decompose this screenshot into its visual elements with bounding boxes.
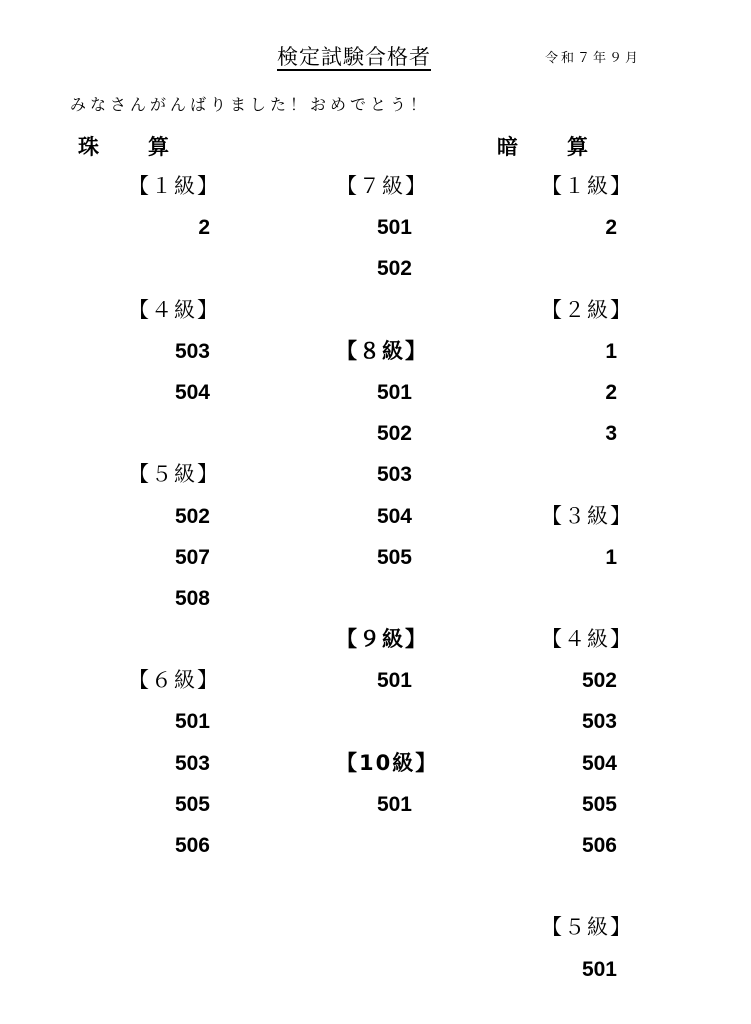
spacer xyxy=(336,290,432,331)
spacer xyxy=(541,454,637,495)
grade-heading: 【５級】 xyxy=(128,462,220,487)
passer-number: 502 xyxy=(174,504,210,528)
passer-number: 501 xyxy=(376,216,412,240)
document-title: 検定試験合格者 xyxy=(277,45,431,69)
passer-number: 503 xyxy=(174,339,210,363)
grade-heading: 【３級】 xyxy=(541,503,633,528)
passer-number: 501 xyxy=(376,792,412,816)
passer-number: 507 xyxy=(174,545,210,569)
passer-number: 3 xyxy=(605,422,617,446)
passer-number: 506 xyxy=(581,834,617,857)
grade-heading: 【10級】 xyxy=(336,750,439,775)
passer-number: 1 xyxy=(605,545,617,569)
issue-date: 令和７年９月 xyxy=(545,51,642,66)
passer-number: 505 xyxy=(581,792,617,816)
soroban-list-right xyxy=(336,166,439,825)
grade-heading: 【２級】 xyxy=(541,297,633,322)
passer-number: 501 xyxy=(174,710,210,734)
passer-number: 501 xyxy=(581,957,617,981)
anzan-heading: 暗 算 xyxy=(497,135,602,159)
spacer xyxy=(128,248,224,289)
passer-number: 2 xyxy=(605,380,617,404)
spacer xyxy=(128,619,224,660)
passer-number: 506 xyxy=(174,834,210,857)
passer-number: 1 xyxy=(605,339,617,363)
soroban-heading: 珠 算 xyxy=(78,135,183,159)
passer-number: 504 xyxy=(376,504,412,528)
grade-heading: 【６級】 xyxy=(128,668,220,693)
spacer xyxy=(128,413,224,454)
passer-number: 504 xyxy=(174,380,210,404)
grade-heading: 【１級】 xyxy=(541,174,633,198)
passer-number: 502 xyxy=(376,257,412,281)
grade-heading: 【７級】 xyxy=(336,174,428,198)
passer-number: 503 xyxy=(581,710,617,734)
spacer xyxy=(541,578,637,619)
grade-heading: 【４級】 xyxy=(128,297,220,322)
spacer xyxy=(336,578,432,619)
grade-heading: 【４級】 xyxy=(541,627,633,652)
grade-heading: 【１級】 xyxy=(128,174,220,198)
grade-heading: 【８級】 xyxy=(336,338,428,363)
soroban-list-left xyxy=(128,166,224,866)
passer-number: 505 xyxy=(376,545,412,569)
greeting-message: みなさんがんばりました！おめでとう！ xyxy=(70,95,431,114)
spacer xyxy=(541,866,637,907)
passer-number: 504 xyxy=(581,751,617,775)
grade-heading: 【５級】 xyxy=(541,915,633,940)
passer-number: 503 xyxy=(376,463,412,487)
passer-number: 501 xyxy=(376,380,412,404)
passer-number: 502 xyxy=(581,669,617,693)
anzan-list xyxy=(541,166,637,990)
grade-heading: 【９級】 xyxy=(336,627,428,652)
passer-number: 2 xyxy=(605,216,617,240)
spacer xyxy=(541,248,637,289)
passer-number: 508 xyxy=(174,586,210,610)
passer-number: 502 xyxy=(376,422,412,446)
passer-number: 2 xyxy=(198,216,210,240)
passer-number: 503 xyxy=(174,751,210,775)
spacer xyxy=(336,701,432,742)
passer-number: 505 xyxy=(174,792,210,816)
passer-number: 501 xyxy=(376,669,412,693)
